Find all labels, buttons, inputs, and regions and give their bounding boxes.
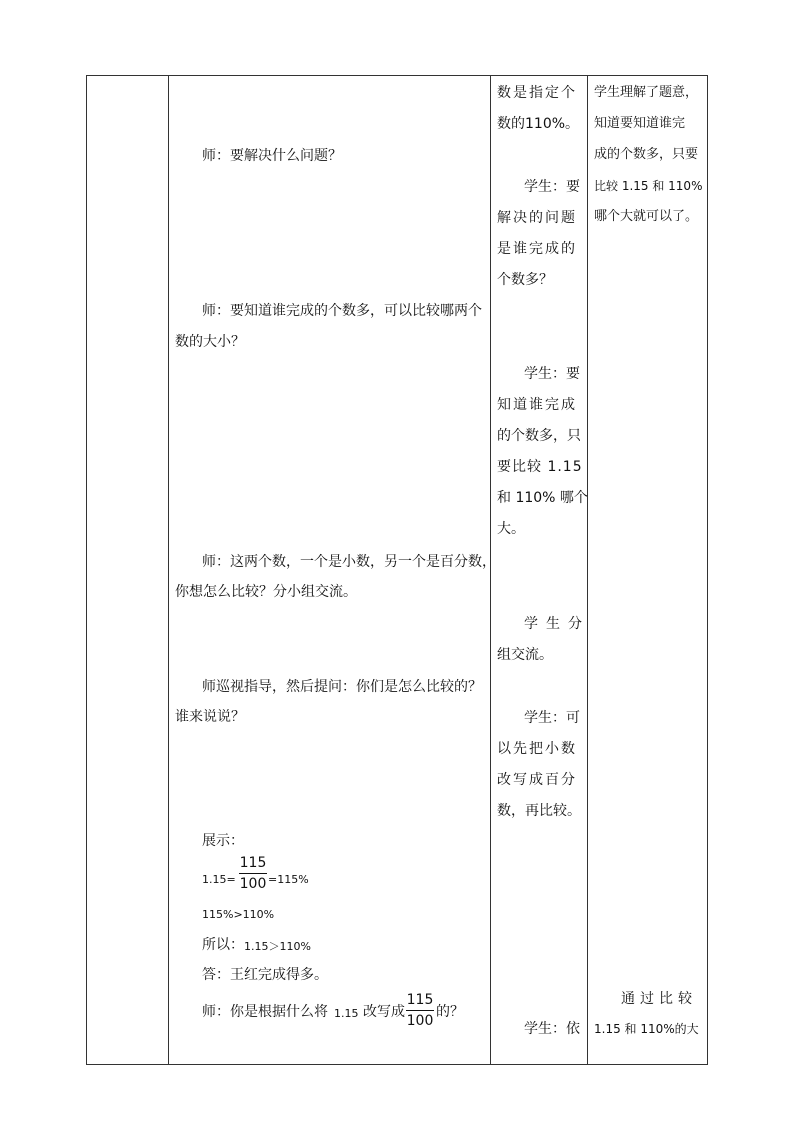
teacher-question-3-line2: 你想怎么比较？分小组交流。 <box>175 584 357 600</box>
student-text-line: 解决的问题 <box>497 210 577 226</box>
intent-text-line: 1.15 和 110%的大 <box>594 1022 699 1036</box>
student-text-line: 大。 <box>497 521 525 537</box>
so-value: 1.15＞110% <box>244 940 311 953</box>
student-text-line: 数，再比较。 <box>497 803 581 819</box>
intent-text-line: 通过比较 <box>621 991 697 1007</box>
student-text-line: 的个数多，只 <box>497 428 581 444</box>
fraction-numerator: 115 <box>239 855 267 871</box>
equation-prefix: 1.15= <box>202 873 236 886</box>
teacher-question-2-line2: 数的大小？ <box>175 334 245 350</box>
teacher-question-5-number: 1.15 <box>334 1007 359 1020</box>
column-divider <box>168 76 169 1064</box>
teacher-question-3-line1: 师：这两个数，一个是小数，另一个是百分数， <box>202 554 496 570</box>
intent-text-line: 知道要知道谁完 <box>594 116 686 131</box>
student-text-line: 改写成百分 <box>497 772 577 788</box>
teacher-question-1: 师：要解决什么问题？ <box>202 148 342 164</box>
student-text-line: 要比较 1.15 <box>497 459 583 475</box>
teacher-question-5-suffix: 的？ <box>436 1004 464 1020</box>
student-text-line: 学生：可 <box>524 710 580 726</box>
teacher-question-4-line2: 谁来说说？ <box>175 709 245 725</box>
student-text-line: 数的110%。 <box>497 116 580 132</box>
student-text-line: 学生：依 <box>524 1021 580 1037</box>
teacher-question-2-line1: 师：要知道谁完成的个数多，可以比较哪两个 <box>202 303 482 319</box>
student-text-line: 以先把小数 <box>497 741 577 757</box>
fraction-bar <box>239 873 267 874</box>
student-text-line: 个数多？ <box>497 272 553 288</box>
answer-line: 答：王红完成得多。 <box>202 967 328 983</box>
fraction-numerator: 115 <box>406 992 434 1008</box>
fraction-115-100 <box>406 992 434 1029</box>
student-text-line: 学生分 <box>524 616 590 632</box>
comparison-line: 115%>110% <box>202 908 275 921</box>
teacher-question-5-prefix: 师：你是根据什么将 <box>202 1004 328 1020</box>
student-text-line: 学生：要 <box>524 179 580 195</box>
student-text-line: 组交流。 <box>497 647 553 663</box>
fraction-denominator: 100 <box>239 876 267 892</box>
intent-text-line: 哪个大就可以了。 <box>594 209 699 224</box>
fraction-115-100 <box>239 855 267 892</box>
intent-text-line: 学生理解了题意， <box>594 85 699 100</box>
intent-text-line: 成的个数多，只要 <box>594 147 699 162</box>
so-prefix: 所以： <box>202 937 244 953</box>
student-text-line: 学生：要 <box>524 366 580 382</box>
column-divider <box>587 76 588 1064</box>
teacher-question-4-line1: 师巡视指导，然后提问：你们是怎么比较的？ <box>202 679 482 695</box>
student-text-line: 知道谁完成 <box>497 397 577 413</box>
show-label: 展示： <box>202 833 244 849</box>
student-text-line: 和 110% 哪个 <box>497 490 588 506</box>
equation-suffix: =115% <box>268 873 309 886</box>
fraction-denominator: 100 <box>406 1013 434 1029</box>
intent-text-line: 比较 1.15 和 110% <box>594 179 703 193</box>
student-text-line: 是谁完成的 <box>497 241 577 257</box>
fraction-bar <box>406 1010 434 1011</box>
teacher-question-5-mid: 改写成 <box>363 1004 405 1020</box>
student-text-line: 数是指定个 <box>497 85 577 101</box>
